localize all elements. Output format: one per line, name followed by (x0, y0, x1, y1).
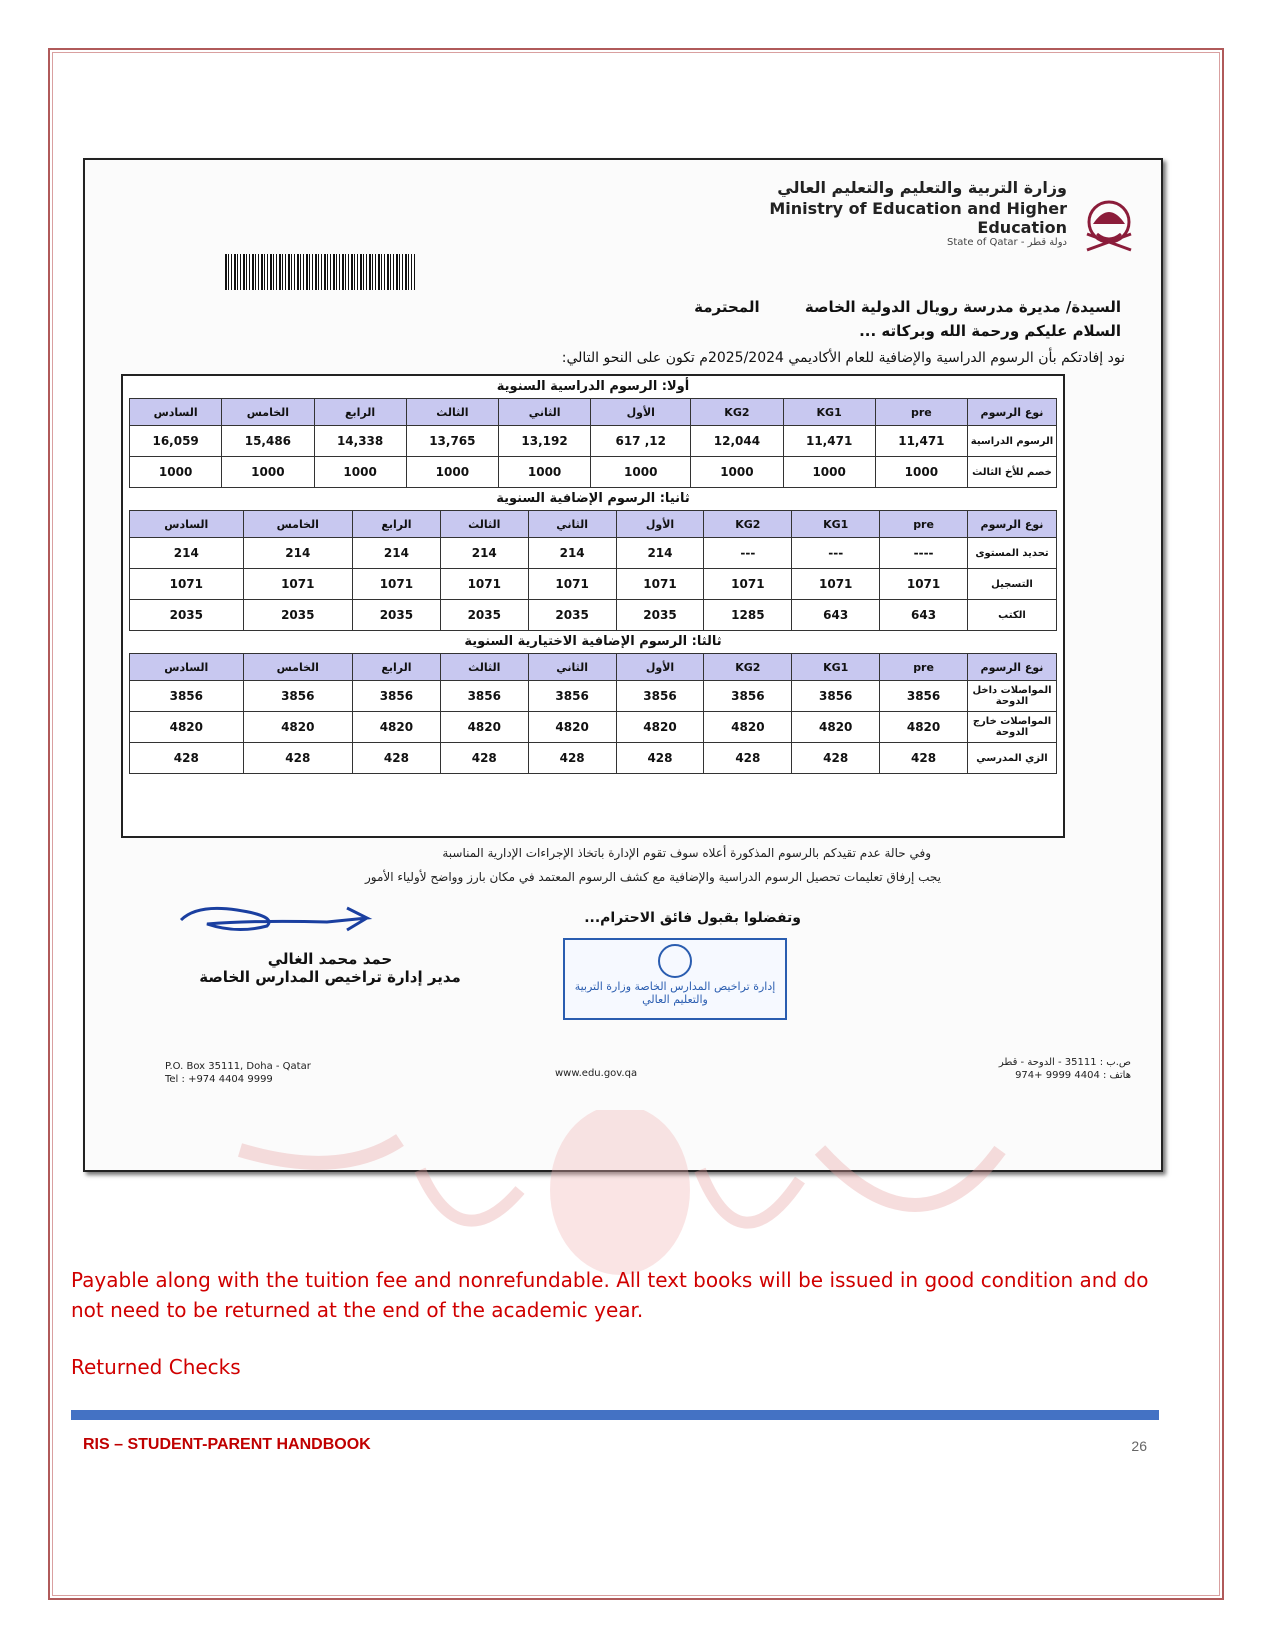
header-cell: الثاني (528, 511, 616, 538)
fee-cell: 1000 (130, 457, 222, 488)
fee-cell: 1000 (591, 457, 691, 488)
row-label: الكتب (968, 600, 1057, 631)
school-logo-watermark-icon (220, 1110, 1020, 1280)
fee-cell: 214 (616, 538, 704, 569)
header-cell: الرابع (314, 399, 406, 426)
official-stamp (563, 938, 787, 1020)
telephone-ar: هاتف : 4404 9999 +974 (1015, 1070, 1131, 1081)
signature-icon (177, 900, 377, 940)
fee-cell: 428 (704, 743, 792, 774)
header-cell: السادس (130, 511, 244, 538)
header-cell: الرابع (352, 511, 440, 538)
fee-cell: 1071 (704, 569, 792, 600)
fee-cell: 214 (528, 538, 616, 569)
fee-cell: 214 (440, 538, 528, 569)
table-row (130, 457, 1057, 488)
qatar-emblem-icon (1079, 194, 1139, 264)
fee-cell: 16,059 (130, 426, 222, 457)
fee-cell: 12,044 (691, 426, 783, 457)
table-header-row (130, 399, 1057, 426)
fee-cell: 1000 (875, 457, 967, 488)
table-row (130, 681, 1057, 712)
fee-cell: ---- (880, 538, 968, 569)
ministry-name-en: Ministry of Education and Higher Education (769, 199, 1067, 237)
fee-cell: 3856 (704, 681, 792, 712)
fee-cell: 643 (880, 600, 968, 631)
fee-cell: 4820 (352, 712, 440, 743)
row-label: التسجيل (968, 569, 1057, 600)
fee-cell: 1000 (406, 457, 498, 488)
header-cell: KG2 (704, 654, 792, 681)
note-display: يجب إرفاق تعليمات تحصيل الرسوم الدراسية والإضافية مع كشف الرسوم المعتمد في مكان بارز وواضح لأولياء الأمور (364, 870, 941, 884)
fee-cell: 428 (792, 743, 880, 774)
row-label: الزي المدرسي (968, 743, 1057, 774)
fee-cell: 214 (352, 538, 440, 569)
section1-title: أولا: الرسوم الدراسية السنوية (496, 379, 690, 394)
scanned-letter-image (83, 158, 1163, 1172)
note-penalty: وفي حالة عدم تقيدكم بالرسوم المذكورة أعلاه سوف تقوم الإدارة باتخاذ الإجراءات الإدارية المناسبة (442, 846, 931, 860)
fee-cell: 4820 (243, 712, 352, 743)
fee-cell: 3856 (616, 681, 704, 712)
fee-cell: 428 (352, 743, 440, 774)
fee-cell: --- (704, 538, 792, 569)
addressee (694, 298, 1121, 316)
fee-cell: 3856 (880, 681, 968, 712)
fee-cell: 4820 (880, 712, 968, 743)
header-cell: الثالث (406, 399, 498, 426)
header-cell: pre (875, 399, 967, 426)
fee-cell: 428 (616, 743, 704, 774)
po-box-ar: ص.ب : 35111 - الدوحة - قطر (998, 1057, 1131, 1068)
fee-cell: 4820 (792, 712, 880, 743)
fee-cell: 1000 (314, 457, 406, 488)
fee-cell: 4820 (528, 712, 616, 743)
fee-cell: 1071 (528, 569, 616, 600)
fee-cell: 1000 (222, 457, 314, 488)
fee-cell: --- (792, 538, 880, 569)
fee-cell: 428 (440, 743, 528, 774)
fee-cell: 3856 (528, 681, 616, 712)
telephone: Tel : +974 4404 9999 (165, 1074, 273, 1085)
textbook-fee-note: Payable along with the tuition fee and nonrefundable. All text books will be issued in good condition and do not need to be returned at the end of the academic year. (71, 1268, 1149, 1322)
intro-text: نود إفادتكم بأن الرسوم الدراسية والإضافية للعام الأكاديمي 2025/2024م تكون على النحو التالي: (561, 350, 1125, 366)
returned-checks-heading: Returned Checks (71, 1355, 241, 1379)
fee-cell: 214 (130, 538, 244, 569)
fee-cell: 2035 (243, 600, 352, 631)
fee-cell: 4820 (704, 712, 792, 743)
footer-divider (71, 1410, 1159, 1420)
header-cell: KG1 (792, 654, 880, 681)
header-cell: الثاني (498, 399, 590, 426)
header-cell: pre (880, 654, 968, 681)
header-cell: الأول (616, 511, 704, 538)
fee-cell: 1285 (704, 600, 792, 631)
signer-name: حمد محمد الغالي (267, 950, 393, 968)
fee-cell: 2035 (440, 600, 528, 631)
header-cell: KG1 (792, 511, 880, 538)
header-cell: الخامس (243, 654, 352, 681)
fee-cell: 12, 617 (591, 426, 691, 457)
section2-table (129, 510, 1057, 631)
fee-cell: 3856 (130, 681, 244, 712)
fee-cell: 3856 (440, 681, 528, 712)
header-cell: السادس (130, 399, 222, 426)
fee-cell: 15,486 (222, 426, 314, 457)
handbook-footer-title: RIS – STUDENT-PARENT HANDBOOK (83, 1436, 371, 1453)
letter-footer-contact-ar (999, 1056, 1131, 1082)
website: www.edu.gov.qa (555, 1068, 638, 1079)
fee-cell: 2035 (130, 600, 244, 631)
table-row (130, 600, 1057, 631)
page-number: 26 (1131, 1438, 1147, 1454)
row-label: الرسوم الدراسية (968, 426, 1057, 457)
fee-cell: 11,471 (875, 426, 967, 457)
greeting: السلام عليكم ورحمة الله وبركاته ... (859, 322, 1121, 340)
header-cell: نوع الرسوم (968, 654, 1057, 681)
fee-cell: 428 (880, 743, 968, 774)
fee-cell: 14,338 (314, 426, 406, 457)
header-cell: نوع الرسوم (968, 511, 1057, 538)
fee-cell: 1000 (498, 457, 590, 488)
po-box: P.O. Box 35111, Doha - Qatar (165, 1061, 311, 1072)
header-cell: السادس (130, 654, 244, 681)
fee-cell: 1071 (243, 569, 352, 600)
fee-cell: 3856 (352, 681, 440, 712)
table-row (130, 569, 1057, 600)
fee-cell: 1071 (130, 569, 244, 600)
signer-block (195, 950, 465, 986)
row-label: خصم للأخ الثالث (968, 457, 1057, 488)
table-row (130, 712, 1057, 743)
fee-cell: 428 (130, 743, 244, 774)
header-cell: الخامس (222, 399, 314, 426)
row-label: تحديد المستوى (968, 538, 1057, 569)
barcode-stamp (225, 250, 415, 294)
section3-table (129, 653, 1057, 774)
fee-cell: 11,471 (783, 426, 875, 457)
closing-regards: وتفضلوا بقبول فائق الاحترام... (584, 910, 801, 926)
fee-cell: 3856 (792, 681, 880, 712)
table-header-row (130, 511, 1057, 538)
fees-table-box (121, 374, 1065, 838)
header-cell: KG2 (704, 511, 792, 538)
barcode-icon (225, 254, 415, 290)
header-cell: الرابع (352, 654, 440, 681)
row-label: المواصلات خارج الدوحة (968, 712, 1057, 743)
addressee-name: السيدة/ مديرة مدرسة رويال الدولية الخاصة (804, 298, 1121, 316)
fee-cell: 2035 (352, 600, 440, 631)
fee-cell: 2035 (528, 600, 616, 631)
fee-cell: 428 (243, 743, 352, 774)
fee-cell: 2035 (616, 600, 704, 631)
fee-cell: 4820 (616, 712, 704, 743)
fee-cell: 1071 (792, 569, 880, 600)
table-row (130, 538, 1057, 569)
addressee-respected: المحترمة (694, 298, 760, 316)
signer-title: مدير إدارة تراخيص المدارس الخاصة (199, 968, 461, 986)
header-cell: الأول (591, 399, 691, 426)
ministry-header (713, 178, 1133, 248)
header-cell: KG2 (691, 399, 783, 426)
stamp-text: إدارة تراخيص المدارس الخاصة وزارة التربية والتعليم العالي (574, 980, 776, 1006)
fee-cell: 4820 (440, 712, 528, 743)
header-cell: الثاني (528, 654, 616, 681)
header-cell: الثالث (440, 511, 528, 538)
fee-cell: 214 (243, 538, 352, 569)
fee-cell: 1071 (616, 569, 704, 600)
state-label: State of Qatar - دولة قطر (947, 237, 1067, 248)
table-row (130, 743, 1057, 774)
fee-cell: 4820 (130, 712, 244, 743)
header-cell: الثالث (440, 654, 528, 681)
fee-cell: 13,765 (406, 426, 498, 457)
table-row (130, 426, 1057, 457)
table-header-row (130, 654, 1057, 681)
fee-cell: 13,192 (498, 426, 590, 457)
seal-icon (658, 944, 692, 978)
fee-cell: 1071 (352, 569, 440, 600)
section2-title: ثانيا: الرسوم الإضافية السنوية (496, 491, 690, 506)
fee-cell: 1071 (880, 569, 968, 600)
row-label: المواصلات داخل الدوحة (968, 681, 1057, 712)
section1-table (129, 398, 1057, 488)
fee-cell: 1071 (440, 569, 528, 600)
ministry-name-ar: وزارة التربية والتعليم والتعليم العالي (777, 178, 1067, 197)
section3-title: ثالثا: الرسوم الإضافية الاختيارية السنوية (464, 634, 722, 649)
header-cell: KG1 (783, 399, 875, 426)
fee-cell: 428 (528, 743, 616, 774)
header-cell: الخامس (243, 511, 352, 538)
header-cell: pre (880, 511, 968, 538)
fee-cell: 1000 (691, 457, 783, 488)
fee-cell: 643 (792, 600, 880, 631)
letter-footer-contact (165, 1060, 311, 1086)
header-cell: نوع الرسوم (968, 399, 1057, 426)
fee-cell: 1000 (783, 457, 875, 488)
header-cell: الأول (616, 654, 704, 681)
fee-cell: 3856 (243, 681, 352, 712)
